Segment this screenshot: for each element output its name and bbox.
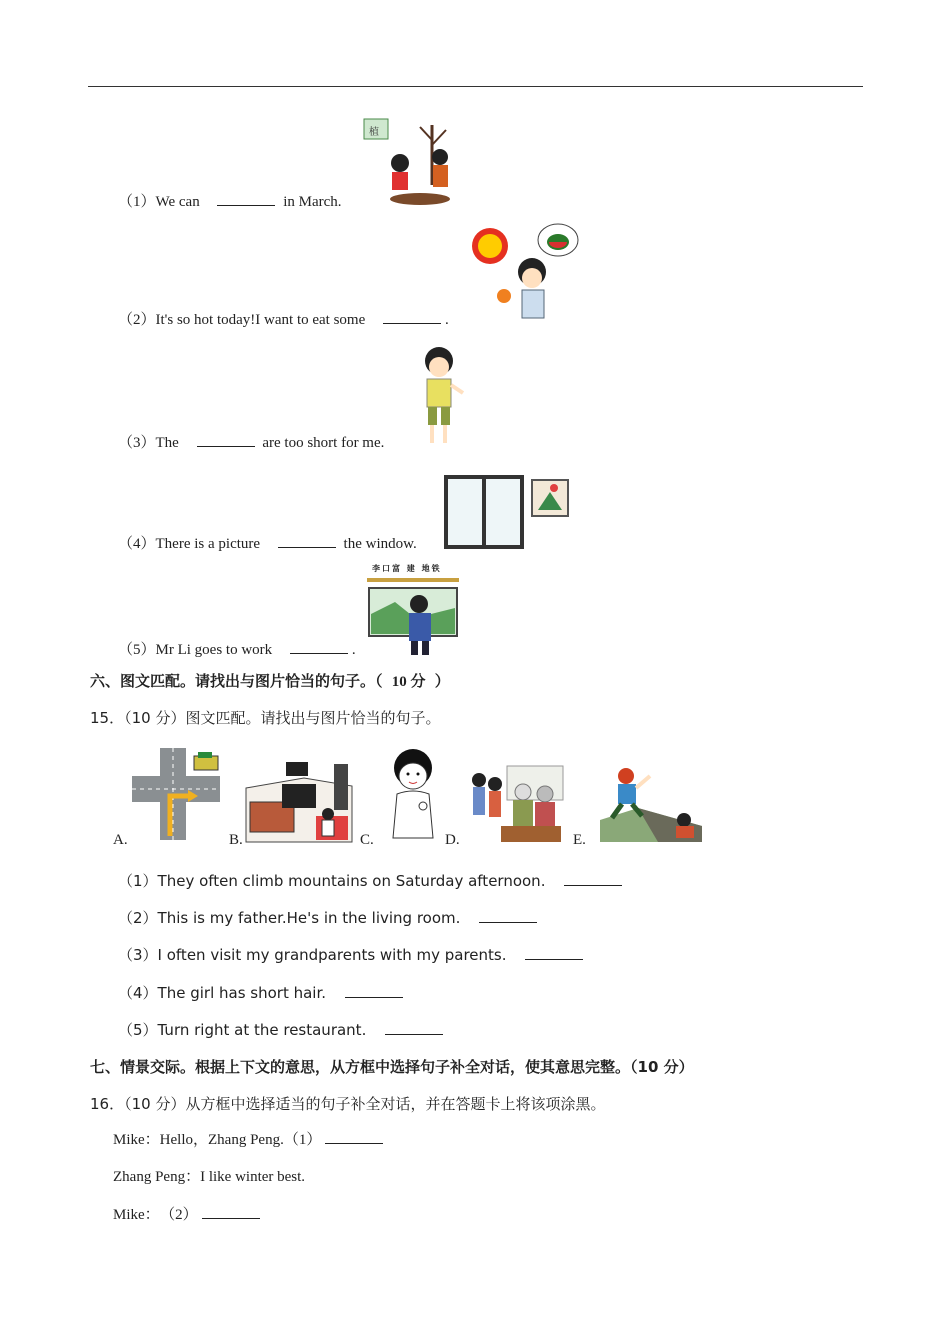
- subway-picture: [365, 574, 461, 656]
- subway-sign: 李口富 建 地铁: [372, 564, 442, 573]
- hot-day-picture: [464, 220, 584, 324]
- section-7-heading: 七、情景交际。根据上下文的意思，从方框中选择句子补全对话，使其意思完整。（10 分）: [90, 1058, 694, 1076]
- boy-short-pants-picture: [405, 345, 467, 449]
- answer-blank-3[interactable]: [197, 434, 255, 447]
- match-item-4: （4）The girl has short hair.: [118, 982, 407, 1003]
- picture-c-girl-short-hair: [385, 748, 441, 844]
- fill-item-3: （3）The are too short for me.: [118, 435, 385, 451]
- picture-b-living-room: [244, 758, 354, 844]
- match-blank-4[interactable]: [345, 985, 403, 998]
- label-c: C.: [360, 832, 374, 848]
- dialog-blank-2[interactable]: [202, 1206, 260, 1219]
- match-item-2: （2）This is my father.He's in the living room.: [118, 907, 541, 928]
- answer-blank-5[interactable]: [290, 641, 348, 654]
- match-item-3: （3）I often visit my grandparents with my parents.: [118, 944, 587, 965]
- question-16: 16．（10 分）从方框中选择适当的句子补全对话，并在答题卡上将该项涂黑。: [90, 1095, 606, 1113]
- picture-d-family-visit: [467, 764, 565, 846]
- match-blank-3[interactable]: [525, 947, 583, 960]
- label-a: A.: [113, 832, 128, 848]
- label-b: B.: [229, 832, 243, 848]
- answer-blank-4[interactable]: [278, 535, 336, 548]
- dialog-line-2: Zhang Peng：I like winter best.: [113, 1169, 306, 1185]
- window-picture: [442, 474, 572, 550]
- fill-item-2: （2）It's so hot today!I want to eat some .: [118, 312, 449, 328]
- fill-item-5: （5）Mr Li goes to work .: [118, 642, 356, 658]
- dialog-line-3: Mike： （2）: [113, 1206, 264, 1224]
- fill-item-1: （1）We can in March.: [118, 194, 342, 210]
- match-blank-1[interactable]: [564, 873, 622, 886]
- match-item-1: （1）They often climb mountains on Saturday afternoon.: [118, 870, 626, 891]
- label-d: D.: [445, 832, 460, 848]
- svg-text:植: 植: [369, 127, 379, 138]
- dialog-blank-1[interactable]: [325, 1131, 383, 1144]
- question-15: 15．（10 分）图文匹配。请找出与图片恰当的句子。: [90, 709, 441, 727]
- match-item-5: （5）Turn right at the restaurant.: [118, 1019, 447, 1040]
- answer-blank-2[interactable]: [383, 311, 441, 324]
- match-blank-5[interactable]: [385, 1022, 443, 1035]
- section-6-heading: 六、图文匹配。请找出与图片恰当的句子。（ 10 分 ）: [90, 672, 450, 690]
- picture-e-climbing: [598, 764, 704, 844]
- planting-trees-picture: [360, 115, 468, 207]
- fill-item-4: （4）There is a picture the window.: [118, 536, 417, 552]
- answer-blank-1[interactable]: [217, 193, 275, 206]
- dialog-line-1: Mike：Hello，Zhang Peng.（1）: [113, 1131, 387, 1149]
- header-rule: [88, 86, 863, 87]
- match-blank-2[interactable]: [479, 910, 537, 923]
- label-e: E.: [573, 832, 586, 848]
- picture-a-crossroads: [130, 746, 222, 842]
